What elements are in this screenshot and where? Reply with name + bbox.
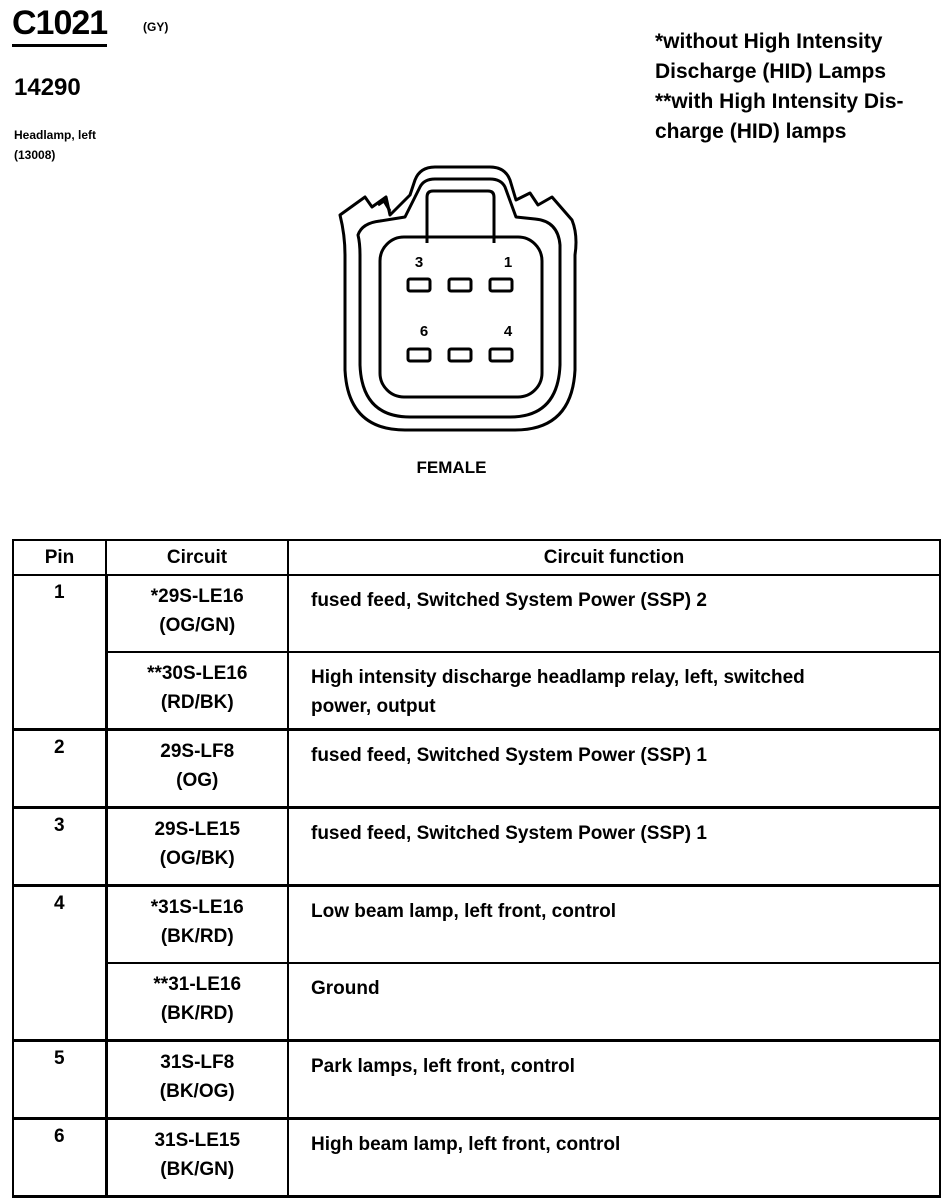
- pin-table: [12, 539, 941, 1198]
- function-text: High beam lamp, left front, control: [311, 1134, 621, 1155]
- table-row: [13, 963, 940, 1041]
- circuit-id: 29S-LE15: [154, 819, 241, 840]
- function-text: power, output: [311, 696, 436, 717]
- circuit-cell: [106, 730, 288, 808]
- circuit-cell: [106, 575, 288, 652]
- connector-gender: FEMALE: [416, 458, 487, 477]
- pin-cell: 6: [13, 1119, 106, 1197]
- wire-color: (OG/BK): [159, 848, 235, 869]
- pin-label: 1: [503, 254, 513, 271]
- connector-cavity: [380, 237, 542, 397]
- function-text: Ground: [311, 978, 380, 999]
- function-text: High intensity discharge headlamp relay, left, switched: [311, 667, 805, 688]
- connector-latch: [427, 191, 494, 243]
- circuit-cell: [106, 652, 288, 730]
- pin-slot-5: [449, 349, 471, 361]
- function-cell: [288, 575, 940, 652]
- wire-color: (BK/GN): [160, 1159, 235, 1180]
- connector-inner-housing: [358, 179, 560, 417]
- table-row: [13, 575, 940, 652]
- pin-label: 6: [419, 323, 429, 340]
- column-header-function: Circuit function: [288, 540, 940, 575]
- function-text: Park lamps, left front, control: [311, 1056, 575, 1077]
- note-line: charge (HID) lamps: [655, 120, 847, 143]
- description-line: (13008): [14, 148, 56, 162]
- wire-color: (OG): [176, 770, 219, 791]
- circuit-id: **31-LE16: [153, 974, 242, 995]
- circuit-id: 31S-LE15: [154, 1130, 241, 1151]
- wire-color: (BK/OG): [159, 1081, 235, 1102]
- connector-id: C1021: [12, 4, 107, 47]
- circuit-cell: [106, 1119, 288, 1197]
- pin-slot-6: [408, 349, 430, 361]
- pin-slot-3: [408, 279, 430, 291]
- function-cell: [288, 886, 940, 964]
- circuit-id: **30S-LE16: [147, 663, 248, 684]
- pin-cell: 5: [13, 1041, 106, 1119]
- column-header-circuit: Circuit: [106, 540, 288, 575]
- note-line: **with High Intensity Dis-: [655, 90, 904, 113]
- function-text: fused feed, Switched System Power (SSP) 1: [311, 745, 707, 766]
- function-cell: [288, 730, 940, 808]
- circuit-cell: [106, 808, 288, 886]
- pin-slot-1: [490, 279, 512, 291]
- table-row: [13, 652, 940, 730]
- pin-cell: 3: [13, 808, 106, 886]
- circuit-cell: [106, 886, 288, 964]
- description-line: Headlamp, left: [14, 128, 97, 142]
- pin-cell: 1: [13, 575, 106, 730]
- table-header-row: [13, 540, 940, 575]
- connector-face-diagram: [320, 155, 590, 445]
- circuit-cell: [106, 1041, 288, 1119]
- notes: [655, 27, 904, 147]
- wire-color: (BK/RD): [160, 1003, 234, 1024]
- column-header-pin: Pin: [13, 540, 106, 575]
- circuit-id: *29S-LE16: [150, 586, 244, 607]
- note-line: Discharge (HID) Lamps: [655, 60, 887, 83]
- function-cell: [288, 1041, 940, 1119]
- circuit-id: *31S-LE16: [150, 897, 244, 918]
- connector-color-code: (GY): [143, 20, 169, 34]
- function-cell: [288, 1119, 940, 1197]
- table-row: [13, 1041, 940, 1119]
- pin-cell: 2: [13, 730, 106, 808]
- wire-color: (RD/BK): [160, 692, 234, 713]
- table-row: [13, 886, 940, 964]
- function-text: fused feed, Switched System Power (SSP) 1: [311, 823, 707, 844]
- part-number: 14290: [14, 74, 81, 101]
- function-cell: [288, 652, 940, 730]
- wire-color: (OG/GN): [159, 615, 236, 636]
- pin-cell: 4: [13, 886, 106, 1041]
- table-row: [13, 808, 940, 886]
- circuit-cell: [106, 963, 288, 1041]
- function-cell: [288, 963, 940, 1041]
- pin-label: 3: [414, 254, 424, 271]
- function-text: fused feed, Switched System Power (SSP) 2: [311, 590, 707, 611]
- function-cell: [288, 808, 940, 886]
- circuit-id: 31S-LF8: [160, 1052, 235, 1073]
- function-text: Low beam lamp, left front, control: [311, 901, 617, 922]
- table-row: [13, 730, 940, 808]
- component-description: [14, 125, 96, 165]
- pin-label: 4: [503, 323, 513, 340]
- table-row: [13, 1119, 940, 1197]
- pin-slot-4: [490, 349, 512, 361]
- wire-color: (BK/RD): [160, 926, 234, 947]
- circuit-id: 29S-LF8: [160, 741, 235, 762]
- pin-slot-2: [449, 279, 471, 291]
- note-line: *without High Intensity: [655, 30, 883, 53]
